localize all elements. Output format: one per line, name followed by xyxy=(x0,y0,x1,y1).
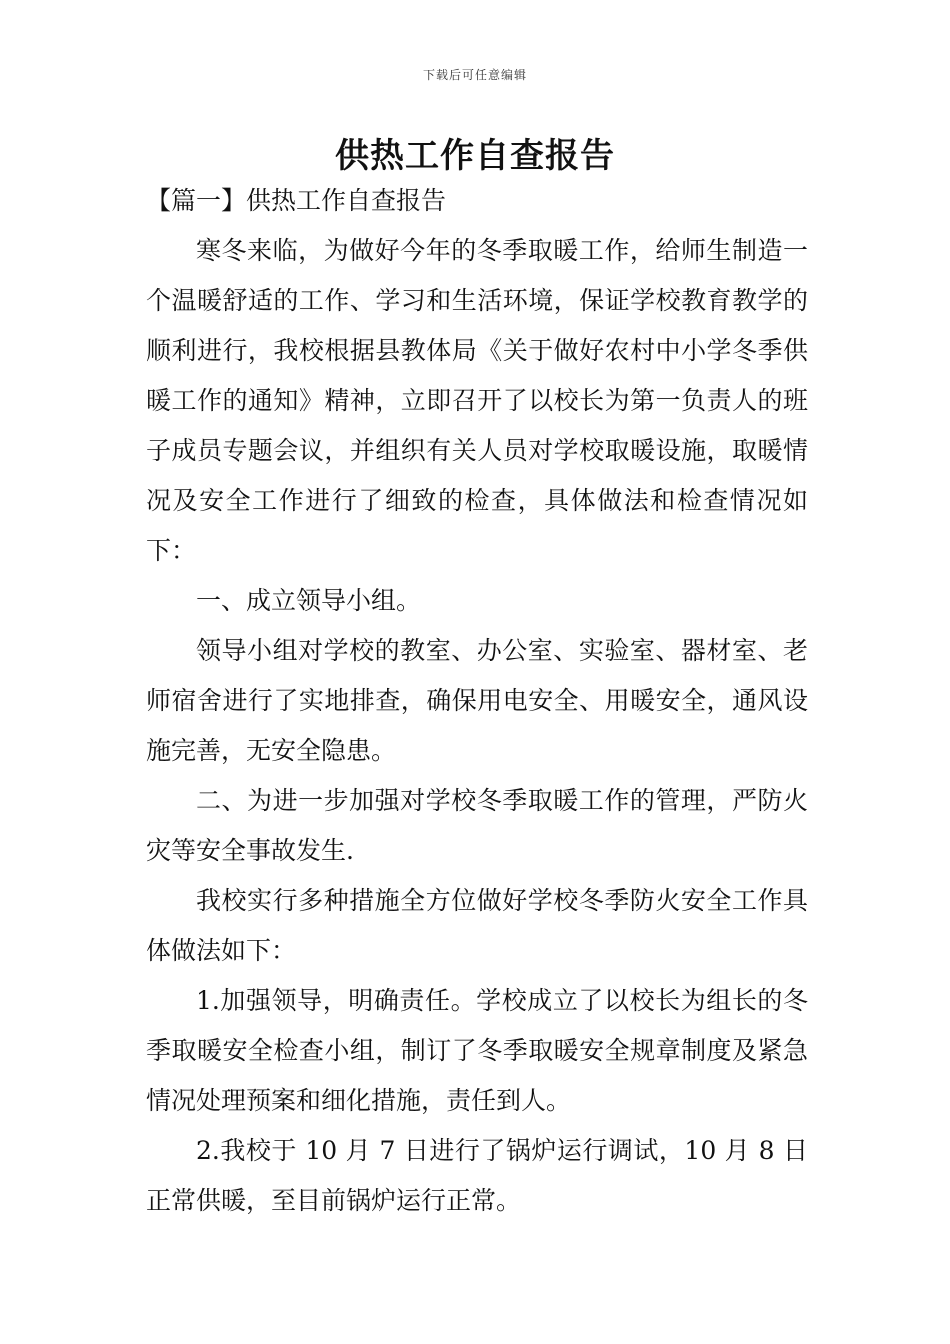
document-title: 供热工作自查报告 xyxy=(335,136,615,176)
section-heading: 【篇一】供热工作自查报告 xyxy=(146,186,447,215)
paragraph-measures-intro: 我校实行多种措施全方位做好学校冬季防火安全工作具体做法如下： xyxy=(146,886,808,965)
paragraph-item-two: 二、为进一步加强对学校冬季取暖工作的管理，严防火灾等安全事故发生. xyxy=(146,786,808,865)
paragraph-measure-1: 1.加强领导，明确责任。学校成立了以校长为组长的冬季取暖安全检查小组，制订了冬季取暖安全规章制度及紧急情况处理预案和细化措施，责任到人。 xyxy=(146,986,808,1115)
header-note: 下载后可任意编辑 xyxy=(422,68,527,82)
paragraph-leadership-check: 领导小组对学校的教室、办公室、实验室、器材室、老师宿舍进行了实地排查，确保用电安全、用暖安全，通风设施完善，无安全隐患。 xyxy=(146,636,808,765)
paragraph-measure-2: 2.我校于 10 月 7 日进行了锅炉运行调试，10 月 8 日正常供暖，至目前锅炉运行正常。 xyxy=(146,1136,808,1215)
paragraph-intro: 寒冬来临，为做好今年的冬季取暖工作，给师生制造一个温暖舒适的工作、学习和生活环境，保证学校教育教学的顺利进行，我校根据县教体局《关于做好农村中小学冬季供暖工作的通知》精神，立即召开了以校长为第一负责人的班子成员专题会议，并组织有关人员对学校取暖设施，取暖情况及安全工作进行了细致的检查，具体做法和检查情况如下： xyxy=(146,236,808,565)
paragraph-item-one: 一、成立领导小组。 xyxy=(196,586,422,615)
document-body xyxy=(146,176,808,1226)
